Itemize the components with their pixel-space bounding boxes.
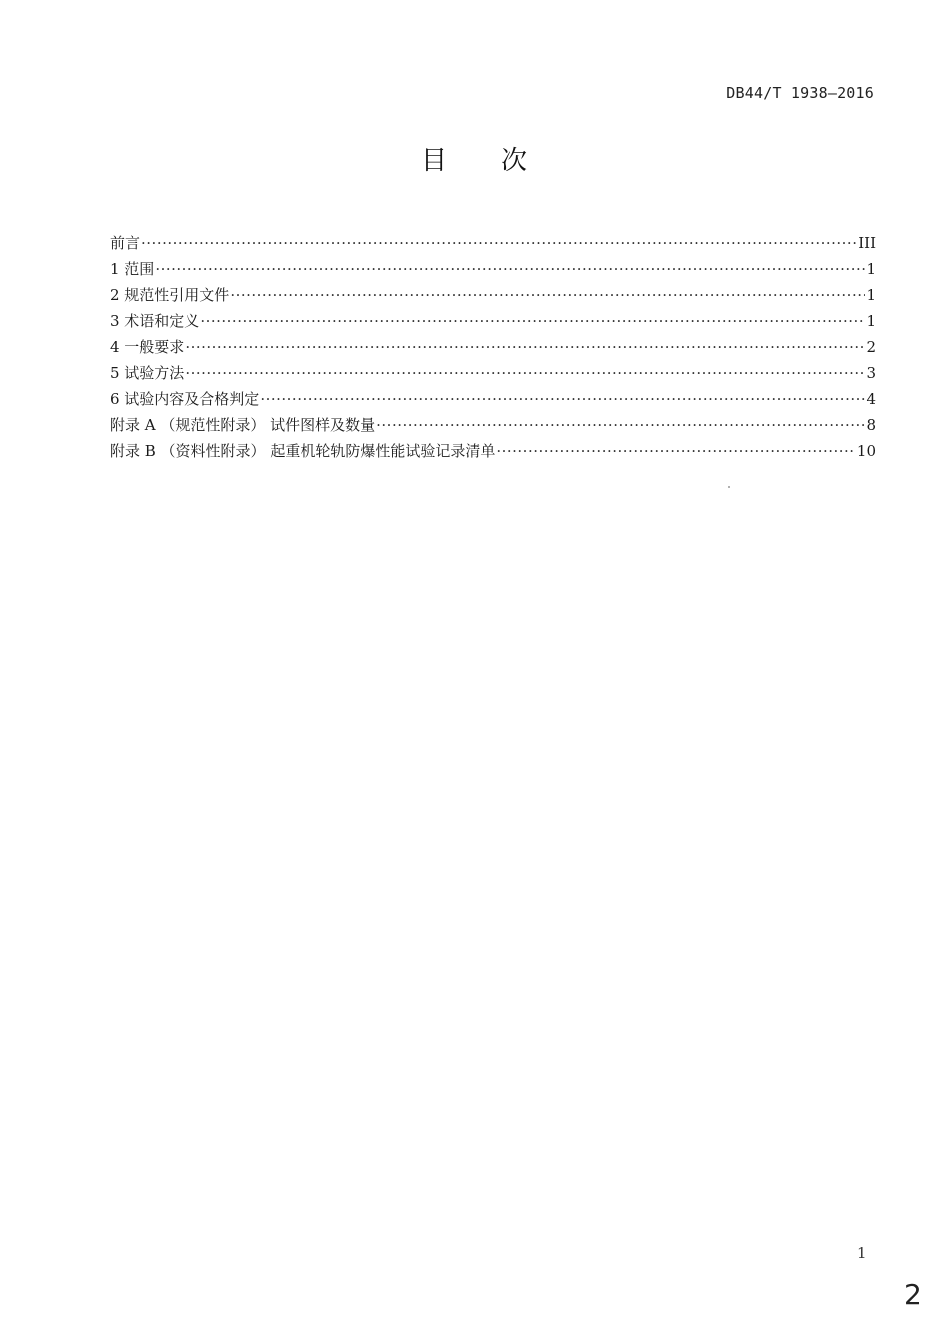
- table-of-contents: [110, 232, 876, 466]
- toc-entry-appendix-b[interactable]: [110, 440, 876, 466]
- toc-entry-label: 2 规范性引用文件: [110, 286, 230, 304]
- dot-leader: [185, 338, 865, 356]
- page-number: 1: [857, 1244, 867, 1262]
- title-char-2: 次: [501, 146, 530, 176]
- toc-entry-page: 3: [866, 364, 876, 382]
- dot-leader: [496, 442, 856, 460]
- toc-entry-page: III: [858, 234, 876, 252]
- toc-entry-page: 1: [866, 260, 876, 278]
- dot-leader: [200, 312, 865, 330]
- dot-leader: [141, 234, 857, 252]
- toc-entry-general-requirements[interactable]: [110, 336, 876, 362]
- dot-leader: [185, 364, 865, 382]
- dot-leader: [260, 390, 865, 408]
- toc-entry-label: 1 范围: [110, 260, 155, 278]
- toc-entry-page: 1: [866, 286, 876, 304]
- toc-entry-test-methods[interactable]: [110, 362, 876, 388]
- toc-entry-scope[interactable]: [110, 258, 876, 284]
- toc-entry-label: 4 一般要求: [110, 338, 185, 356]
- dot-leader: [376, 416, 865, 434]
- toc-entry-foreword[interactable]: [110, 232, 876, 258]
- toc-entry-label: 6 试验内容及合格判定: [110, 390, 260, 408]
- scan-page-number: 2: [904, 1278, 922, 1311]
- dot-leader: [155, 260, 865, 278]
- toc-entry-label: 附录 B （资料性附录） 起重机轮轨防爆性能试验记录清单: [110, 442, 496, 460]
- toc-entry-appendix-a[interactable]: [110, 414, 876, 440]
- toc-entry-page: 8: [866, 416, 876, 434]
- page-title: [0, 140, 950, 177]
- scan-speck: [728, 486, 730, 488]
- toc-entry-normative-references[interactable]: [110, 284, 876, 310]
- toc-entry-label: 前言: [110, 234, 141, 252]
- toc-entry-terms[interactable]: [110, 310, 876, 336]
- title-char-1: 目: [420, 146, 449, 176]
- toc-entry-page: 1: [866, 312, 876, 330]
- toc-entry-page: 10: [856, 442, 876, 460]
- toc-entry-label: 5 试验方法: [110, 364, 185, 382]
- toc-entry-test-content[interactable]: [110, 388, 876, 414]
- toc-entry-page: 2: [866, 338, 876, 356]
- toc-entry-label: 附录 A （规范性附录） 试件图样及数量: [110, 416, 376, 434]
- dot-leader: [230, 286, 865, 304]
- standard-code: DB44/T 1938—2016: [726, 84, 874, 102]
- toc-entry-page: 4: [866, 390, 876, 408]
- toc-entry-label: 3 术语和定义: [110, 312, 200, 330]
